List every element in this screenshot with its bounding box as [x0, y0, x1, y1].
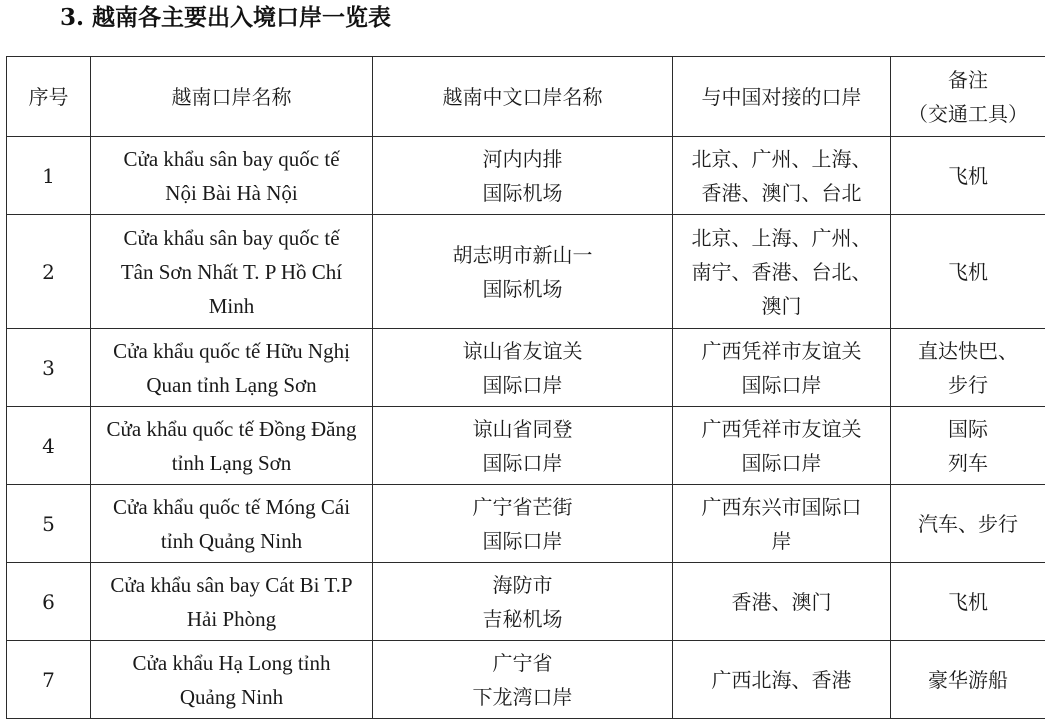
cell-remark — [891, 641, 1045, 719]
cell-remark-line: 豪华游船 — [928, 667, 1008, 692]
cell-cn-name-line: 国际口岸 — [482, 372, 563, 397]
cell-remark — [891, 329, 1045, 407]
cell-cn-name-line: 河内内排 — [482, 146, 563, 171]
cell-vn-name-line: Quảng Ninh — [179, 684, 284, 709]
ports-table — [6, 56, 1045, 719]
cell-vn-name-line: Cửa khẩu sân bay quốc tế — [123, 225, 340, 250]
cell-no: 4 — [7, 407, 91, 485]
cell-remark — [891, 215, 1045, 329]
cell-vn-name — [91, 215, 373, 329]
cell-china-port — [673, 563, 891, 641]
cell-vn-name — [91, 641, 373, 719]
cell-cn-name — [373, 215, 673, 329]
cell-cn-name — [373, 563, 673, 641]
header-vn-name: 越南口岸名称 — [91, 57, 373, 137]
cell-china-port — [673, 485, 891, 563]
cell-china-port-line: 广西凭祥市友谊关 — [701, 416, 862, 441]
table-row — [7, 485, 1045, 563]
cell-remark-line: 汽车、步行 — [918, 511, 1018, 536]
table-row — [7, 563, 1045, 641]
cell-china-port-line: 广西东兴市国际口 — [701, 494, 862, 519]
table-row — [7, 137, 1045, 215]
cell-cn-name-line: 国际机场 — [482, 276, 563, 301]
cell-remark-line: 国际 — [948, 416, 988, 441]
cell-china-port-line: 香港、澳门、台北 — [701, 180, 862, 205]
cell-vn-name-line: Cửa khẩu quốc tế Móng Cái — [112, 494, 351, 519]
header-remark-line1: 备注 — [948, 67, 988, 92]
cell-vn-name-line: Cửa khẩu sân bay quốc tế — [123, 146, 340, 171]
cell-no: 1 — [7, 137, 91, 215]
cell-remark — [891, 407, 1045, 485]
cell-remark-line: 直达快巴、 — [918, 338, 1018, 363]
cell-cn-name — [373, 137, 673, 215]
cell-cn-name-line: 国际口岸 — [482, 528, 563, 553]
cell-cn-name-line: 国际口岸 — [482, 450, 563, 475]
header-china-port: 与中国对接的口岸 — [673, 57, 891, 137]
cell-vn-name-line: tỉnh Quảng Ninh — [160, 528, 303, 553]
cell-vn-name-line: Cửa khẩu sân bay Cát Bi T.P — [110, 572, 353, 597]
table-row — [7, 215, 1045, 329]
cell-cn-name — [373, 329, 673, 407]
cell-vn-name-line: Nội Bài Hà Nội — [165, 180, 298, 205]
cell-china-port-line: 香港、澳门 — [731, 589, 832, 614]
cell-cn-name-line: 海防市 — [492, 572, 553, 597]
document-heading: 3. 越南各主要出入境口岸一览表 — [60, 4, 392, 31]
cell-vn-name-line: Quan tỉnh Lạng Sơn — [146, 372, 317, 397]
cell-china-port — [673, 329, 891, 407]
cell-vn-name-line: Cửa khẩu Hạ Long tỉnh — [132, 650, 331, 675]
cell-vn-name-line: Tân Sơn Nhất T. P Hồ Chí — [120, 259, 343, 284]
cell-cn-name — [373, 641, 673, 719]
cell-china-port-line: 澳门 — [761, 293, 802, 318]
cell-cn-name-line: 谅山省友谊关 — [462, 338, 583, 363]
table-row — [7, 407, 1045, 485]
cell-remark-line: 飞机 — [948, 259, 988, 284]
cell-cn-name-line: 广宁省 — [492, 650, 553, 675]
header-no: 序号 — [7, 57, 91, 137]
cell-remark — [891, 485, 1045, 563]
cell-china-port — [673, 407, 891, 485]
cell-china-port — [673, 137, 891, 215]
cell-vn-name — [91, 137, 373, 215]
table-row — [7, 329, 1045, 407]
cell-vn-name-line: tỉnh Lạng Sơn — [171, 450, 292, 475]
cell-cn-name-line: 胡志明市新山一 — [452, 242, 593, 267]
cell-remark-line: 步行 — [948, 372, 988, 397]
table-header-row — [7, 57, 1045, 137]
cell-vn-name — [91, 563, 373, 641]
header-remark-line2: （交通工具） — [908, 101, 1028, 126]
cell-remark — [891, 137, 1045, 215]
cell-no: 5 — [7, 485, 91, 563]
cell-china-port-line: 北京、广州、上海、 — [691, 146, 872, 171]
header-remark — [891, 57, 1045, 137]
cell-china-port-line: 国际口岸 — [741, 450, 822, 475]
cell-china-port-line: 北京、上海、广州、 — [691, 225, 872, 250]
cell-china-port-line: 岸 — [771, 528, 792, 553]
header-cn-name: 越南中文口岸名称 — [373, 57, 673, 137]
cell-vn-name — [91, 485, 373, 563]
cell-cn-name-line: 吉秘机场 — [482, 606, 563, 631]
cell-no: 3 — [7, 329, 91, 407]
cell-no: 6 — [7, 563, 91, 641]
cell-china-port-line: 国际口岸 — [741, 372, 822, 397]
cell-remark — [891, 563, 1045, 641]
cell-china-port-line: 广西北海、香港 — [711, 667, 852, 692]
cell-cn-name-line: 下龙湾口岸 — [472, 684, 573, 709]
cell-china-port — [673, 215, 891, 329]
cell-no: 2 — [7, 215, 91, 329]
cell-cn-name — [373, 485, 673, 563]
cell-vn-name-line: Hải Phòng — [186, 606, 277, 631]
cell-vn-name-line: Cửa khẩu quốc tế Hữu Nghị — [113, 338, 350, 363]
cell-remark-line: 列车 — [948, 450, 988, 475]
cell-no: 7 — [7, 641, 91, 719]
cell-remark-line: 飞机 — [948, 163, 988, 188]
cell-china-port-line: 南宁、香港、台北、 — [691, 259, 872, 284]
cell-vn-name-line: Cửa khẩu quốc tế Đồng Đăng — [106, 416, 357, 441]
cell-cn-name — [373, 407, 673, 485]
cell-cn-name-line: 国际机场 — [482, 180, 563, 205]
cell-china-port-line: 广西凭祥市友谊关 — [701, 338, 862, 363]
cell-vn-name-line: Minh — [208, 293, 255, 318]
cell-china-port — [673, 641, 891, 719]
cell-vn-name — [91, 329, 373, 407]
cell-cn-name-line: 广宁省芒街 — [472, 494, 573, 519]
cell-cn-name-line: 谅山省同登 — [472, 416, 573, 441]
table-row — [7, 641, 1045, 719]
cell-vn-name — [91, 407, 373, 485]
cell-remark-line: 飞机 — [948, 589, 988, 614]
table-body — [7, 137, 1045, 719]
